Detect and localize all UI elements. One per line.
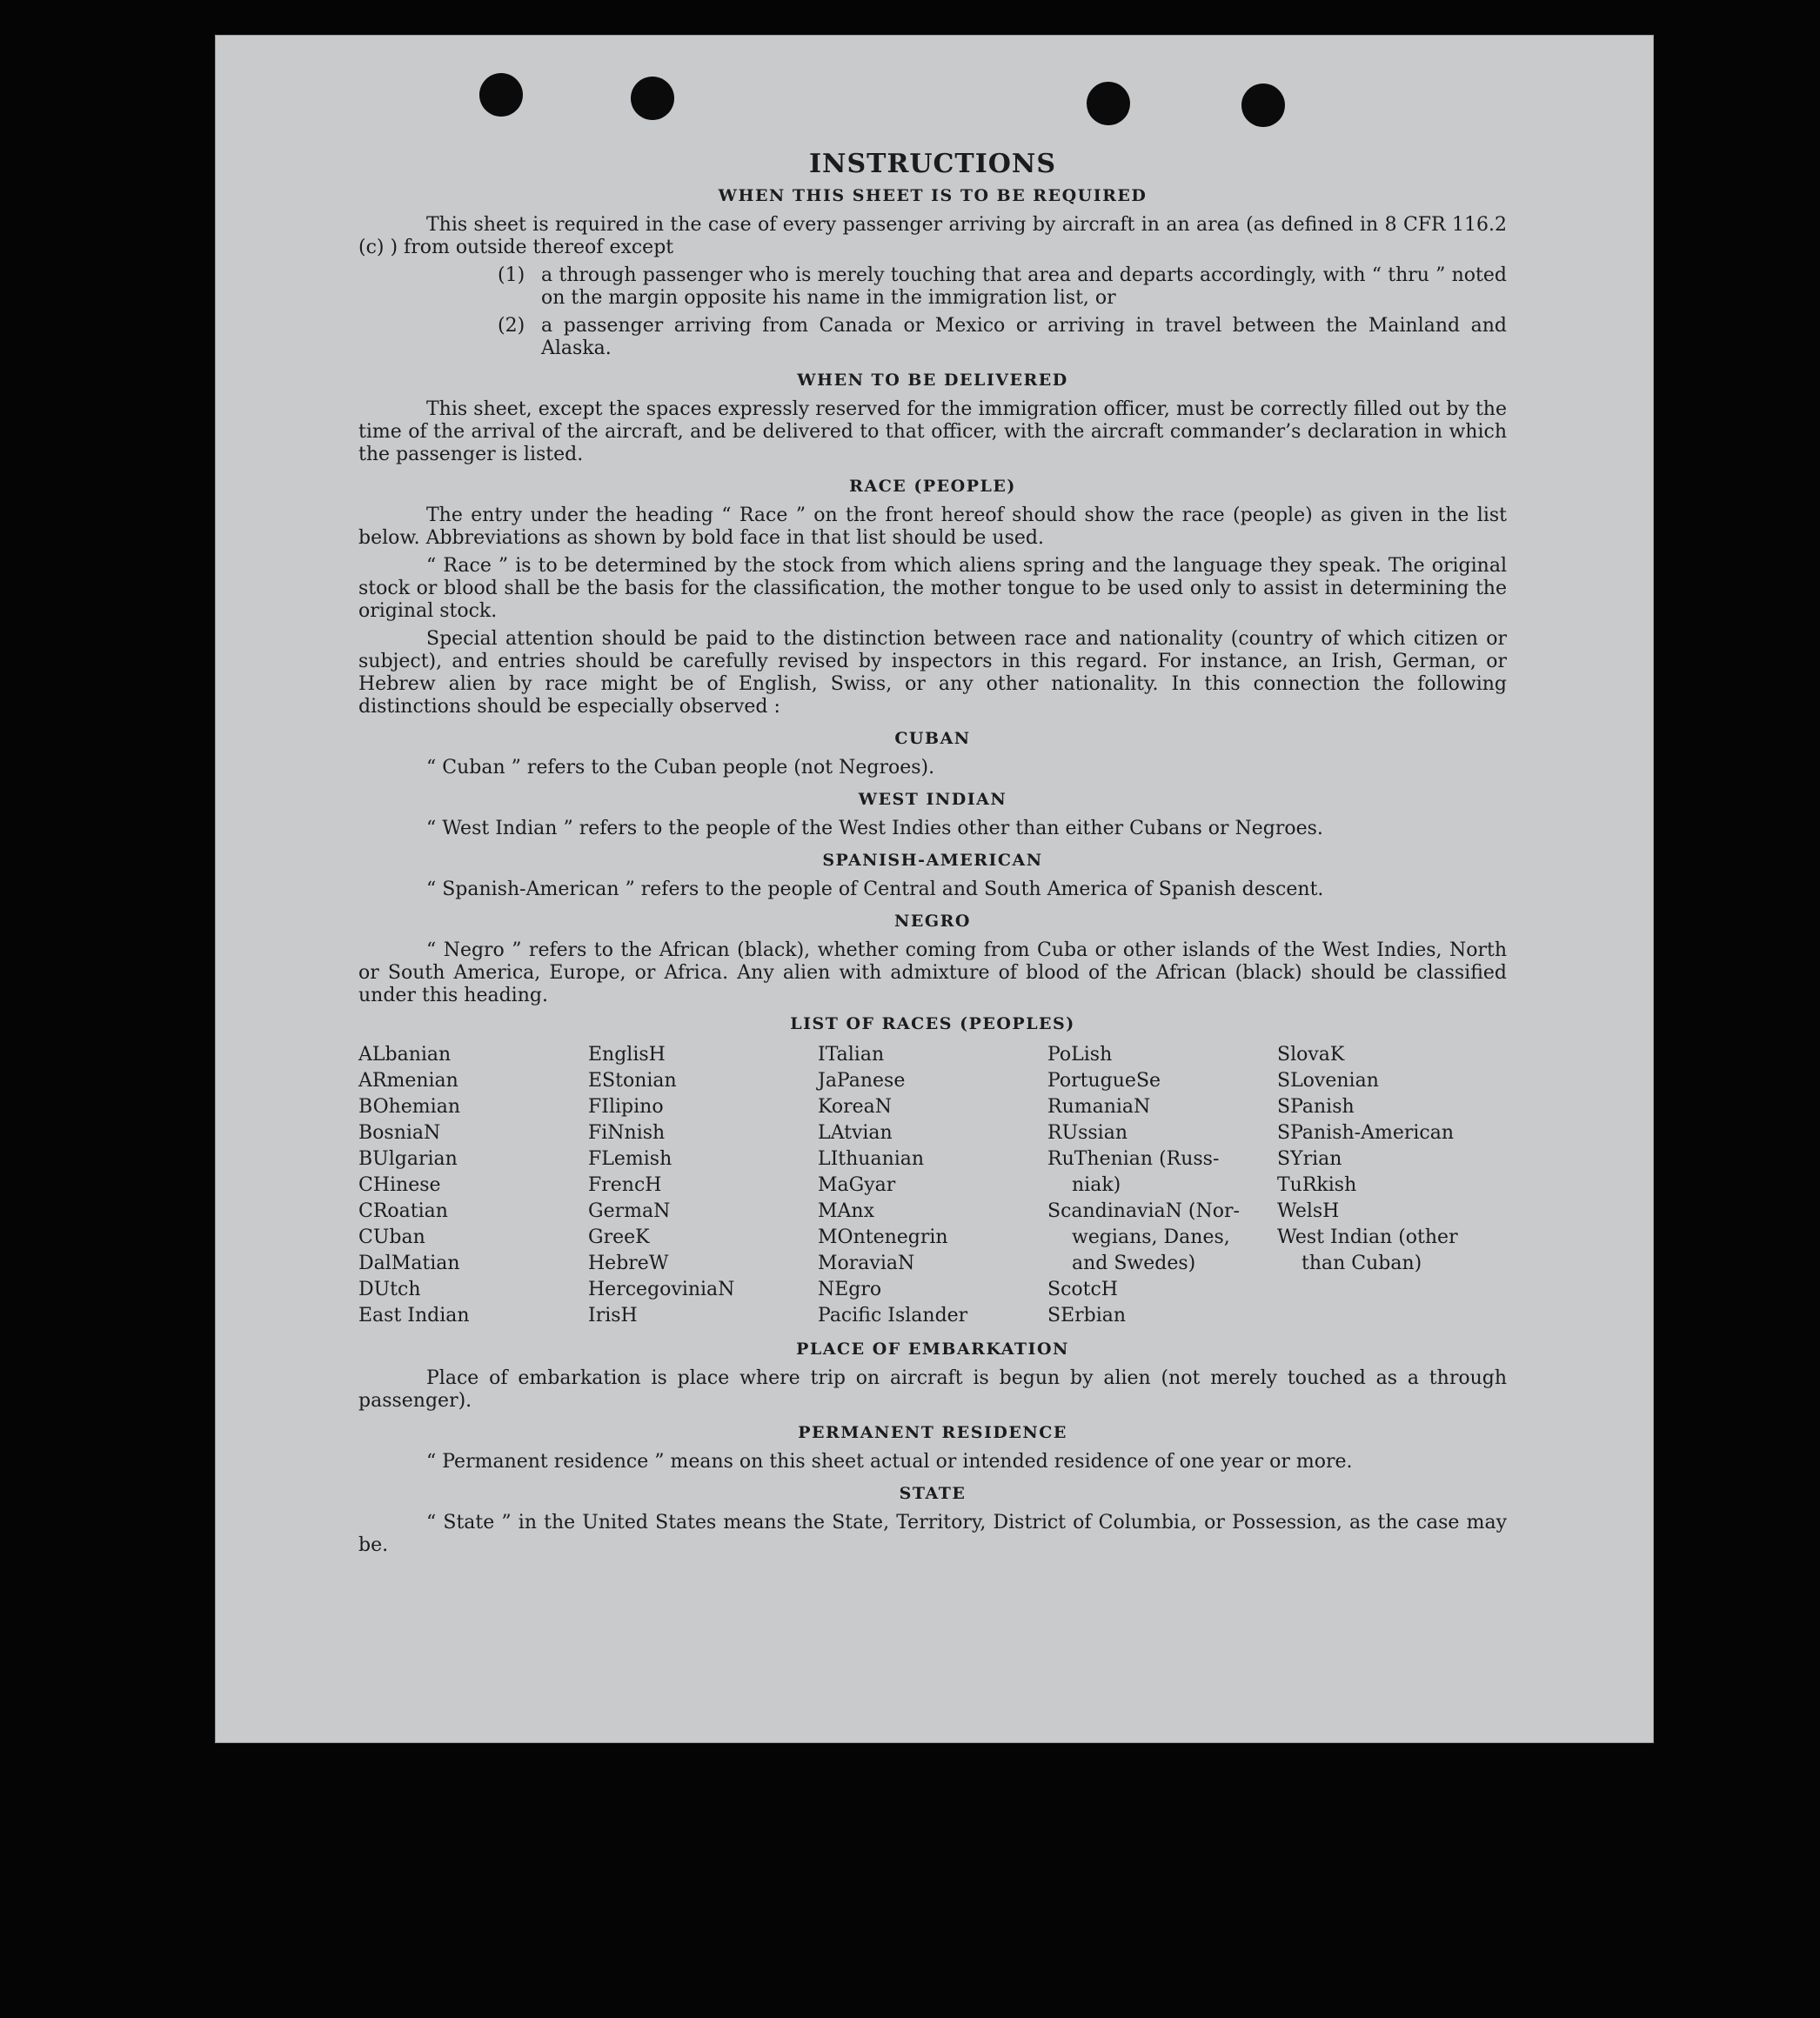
race-entry: MoraviaN <box>818 1253 915 1274</box>
heading-residence: PERMANENT RESIDENCE <box>798 1423 1067 1442</box>
punch-hole <box>631 77 674 120</box>
paragraph-residence: “ Permanent residence ” means on this sheet actual or intended residence of one year or more. <box>426 1451 1353 1473</box>
paragraph-race-1: The entry under the heading “ Race ” on the front hereof should show the race (people) as given in the list below. Abbreviations as shown by bold face in that list should be used. <box>358 504 1507 549</box>
race-entry: SlovaK <box>1277 1044 1345 1066</box>
paragraph-spanish-american: “ Spanish-American ” refers to the people of Central and South America of Spanish descent. <box>426 879 1324 900</box>
race-entry: EnglisH <box>588 1044 666 1066</box>
race-entry: SYrian <box>1277 1148 1342 1170</box>
paragraph-race-3: Special attention should be paid to the distinction between race and nationality (country of which citizen or subject), and entries should be carefully revised by inspectors in this regard. For instance, an Irish, German, or Hebrew alien by race might be of English, Swiss, or any other nationality. In this connection the following distinctions should be especially observed : <box>358 628 1507 718</box>
race-entry: FLemish <box>588 1148 672 1170</box>
race-entry: GermaN <box>588 1200 671 1222</box>
races-column <box>818 1042 1047 1329</box>
race-entry: KoreaN <box>818 1096 892 1118</box>
heading-when-delivered: WHEN TO BE DELIVERED <box>797 371 1068 390</box>
item-number: (2) <box>498 315 525 337</box>
race-entry: NEgro <box>818 1279 882 1300</box>
heading-state: STATE <box>899 1484 967 1503</box>
heading-list-of-races: LIST OF RACES (PEOPLES) <box>790 1014 1075 1033</box>
item-number: (1) <box>498 264 525 286</box>
race-entry: GreeK <box>588 1226 650 1248</box>
page-title: INSTRUCTIONS <box>809 149 1056 179</box>
heading-when-required: WHEN THIS SHEET IS TO BE REQUIRED <box>718 186 1148 205</box>
race-entry: West Indian (other <box>1277 1226 1458 1248</box>
race-entry: CRoatian <box>358 1200 448 1222</box>
exception-item <box>498 264 1507 310</box>
paragraph-when-delivered: This sheet, except the spaces expressly reserved for the immigration officer, must be correctly filled out by the time of the arrival of the aircraft, and be delivered to that officer, with the aircraft commander’s declaration in which the passenger is listed. <box>358 398 1507 465</box>
race-entry: Pacific Islander <box>818 1305 968 1326</box>
race-entry: HercegoviniaN <box>588 1279 735 1300</box>
race-entry: BUlgarian <box>358 1148 458 1170</box>
race-entry: ITalian <box>818 1044 885 1066</box>
exception-item <box>498 315 1507 360</box>
race-entry: RumaniaN <box>1047 1096 1151 1118</box>
race-entry: RuThenian (Russ- <box>1047 1148 1220 1170</box>
race-entry: FrencH <box>588 1174 662 1196</box>
race-entry: FIlipino <box>588 1096 664 1118</box>
race-entry: SPanish-American <box>1277 1122 1455 1144</box>
race-entry: wegians, Danes, <box>1072 1226 1230 1248</box>
heading-west-indian: WEST INDIAN <box>858 790 1007 809</box>
race-entry: DUtch <box>358 1279 421 1300</box>
race-entry: and Swedes) <box>1072 1253 1196 1274</box>
race-entry: EStonian <box>588 1070 677 1092</box>
race-entry: MOntenegrin <box>818 1226 948 1248</box>
race-entry: RUssian <box>1047 1122 1128 1144</box>
punch-hole <box>1087 82 1130 125</box>
race-entry: MaGyar <box>818 1174 896 1196</box>
races-list <box>358 1042 1507 1329</box>
races-column <box>1277 1042 1507 1329</box>
race-entry: JaPanese <box>818 1070 906 1092</box>
race-entry: ScandinaviaN (Nor- <box>1047 1200 1240 1222</box>
race-entry: PortugueSe <box>1047 1070 1161 1092</box>
race-entry: WelsH <box>1277 1200 1340 1222</box>
race-entry: CHinese <box>358 1174 441 1196</box>
race-entry: SErbian <box>1047 1305 1127 1326</box>
race-entry: SLovenian <box>1277 1070 1379 1092</box>
race-entry: DalMatian <box>358 1253 460 1274</box>
item-text: a through passenger who is merely touching that area and departs accordingly, with “ thru ” noted on the margin opposite his name in the immigration list, or <box>541 264 1507 309</box>
race-entry: TuRkish <box>1277 1174 1357 1196</box>
heading-cuban: CUBAN <box>894 729 971 748</box>
punch-hole <box>1241 84 1285 127</box>
heading-negro: NEGRO <box>894 912 971 931</box>
race-entry: than Cuban) <box>1301 1253 1422 1274</box>
race-entry: East Indian <box>358 1305 470 1326</box>
paragraph-state: “ State ” in the United States means the State, Territory, District of Columbia, or Possession, as the case may be. <box>358 1512 1507 1556</box>
race-entry: HebreW <box>588 1253 669 1274</box>
races-column <box>358 1042 588 1329</box>
instructions-body <box>358 149 1507 1562</box>
heading-embarkation: PLACE OF EMBARKATION <box>796 1340 1069 1359</box>
race-entry: BosniaN <box>358 1122 441 1144</box>
race-entry: FiNnish <box>588 1122 666 1144</box>
paragraph-negro: “ Negro ” refers to the African (black), whether coming from Cuba or other islands of the West Indies, North or South America, Europe, or Africa. Any alien with admixture of blood of the African (black) should be classified under this heading. <box>358 939 1507 1006</box>
race-entry: ScotcH <box>1047 1279 1118 1300</box>
paragraph-embarkation: Place of embarkation is place where trip on aircraft is begun by alien (not merely touched as a through passenger). <box>358 1367 1507 1412</box>
race-entry: CUban <box>358 1226 425 1248</box>
punch-hole <box>479 73 523 117</box>
race-entry: MAnx <box>818 1200 874 1222</box>
instruction-sheet <box>215 35 1654 1743</box>
race-entry: PoLish <box>1047 1044 1113 1066</box>
heading-race: RACE (PEOPLE) <box>849 477 1016 496</box>
races-column <box>1047 1042 1277 1329</box>
paragraph-west-indian: “ West Indian ” refers to the people of the West Indies other than either Cubans or Negroes. <box>426 818 1323 839</box>
race-entry: LAtvian <box>818 1122 893 1144</box>
race-entry: niak) <box>1072 1174 1121 1196</box>
paragraph-when-required: This sheet is required in the case of every passenger arriving by aircraft in an area (as defined in 8 CFR 116.2 (c) ) from outside thereof except <box>358 214 1507 258</box>
item-text: a passenger arriving from Canada or Mexico or arriving in travel between the Mainland and Alaska. <box>541 315 1507 359</box>
race-entry: ARmenian <box>358 1070 458 1092</box>
heading-spanish-american: SPANISH-AMERICAN <box>822 851 1043 870</box>
race-entry: IrisH <box>588 1305 638 1326</box>
race-entry: SPanish <box>1277 1096 1355 1118</box>
paragraph-cuban: “ Cuban ” refers to the Cuban people (not Negroes). <box>426 757 935 778</box>
paragraph-race-2: “ Race ” is to be determined by the stock from which aliens spring and the language they speak. The original stock or blood shall be the basis for the classification, the mother tongue to be used only to assist in determining the original stock. <box>358 555 1507 622</box>
race-entry: LIthuanian <box>818 1148 925 1170</box>
race-entry: BOhemian <box>358 1096 460 1118</box>
race-entry: ALbanian <box>358 1044 452 1066</box>
races-column <box>588 1042 818 1329</box>
